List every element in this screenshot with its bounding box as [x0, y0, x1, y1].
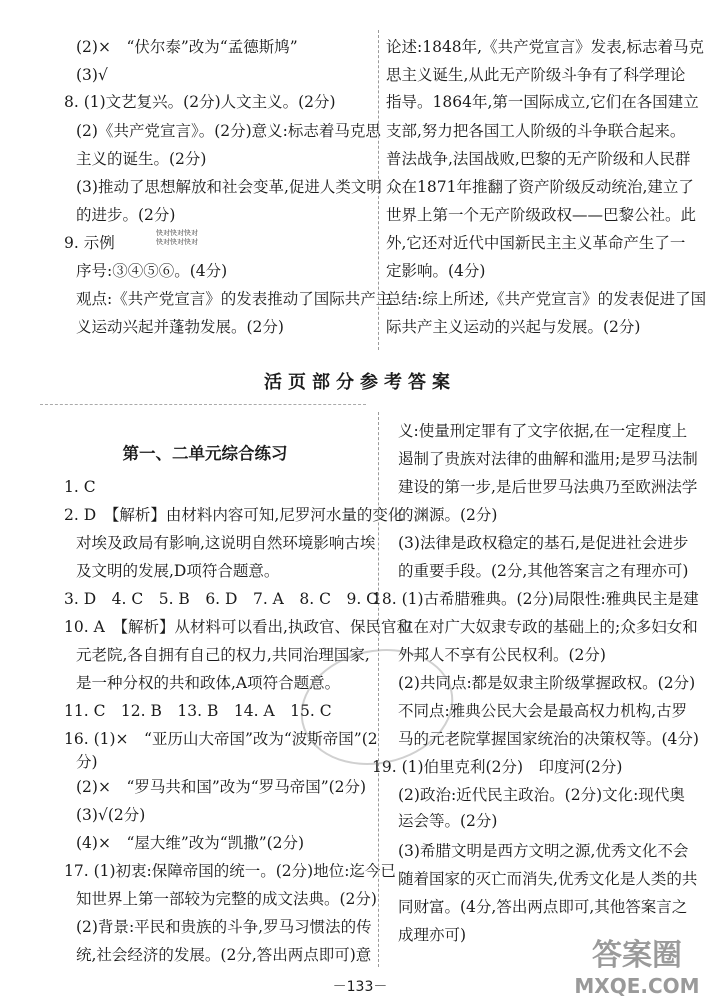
- answer-line: (2)政治:近代民主政治。(2分)文化:现代奥: [398, 786, 685, 804]
- answer-line: 16. (1)× “亚历山大帝国”改为“波斯帝国”(2: [64, 730, 378, 748]
- answer-line: 总结:综上所述,《共产党宣言》的发表促进了国: [386, 290, 707, 308]
- answer-line: 指导。1864年,第一国际成立,它们在各国建立: [386, 93, 699, 111]
- unit-title: 第一、二单元综合练习: [122, 444, 288, 463]
- answer-line: 及文明的发展,D项符合题意。: [76, 562, 280, 580]
- answer-line: 的渊源。(2分): [398, 506, 498, 524]
- tiny-note: 快对快对快对: [156, 238, 198, 246]
- answer-line: 外,它还对近代中国新民主主义革命产生了一: [386, 234, 686, 252]
- answer-line: (2)背景:平民和贵族的斗争,罗马习惯法的传: [76, 918, 372, 936]
- answer-line: 9. 示例: [64, 234, 115, 252]
- brand-url-text: MXQE.COM: [574, 974, 700, 998]
- answer-line: 统,社会经济的发展。(2分,答出两点即可)意: [76, 946, 372, 964]
- bottom-left-column: [64, 0, 412, 970]
- answer-line: 分): [76, 753, 98, 771]
- answer-line: 8. (1)文艺复兴。(2分)人文主义。(2分): [64, 93, 336, 111]
- answer-line: 论述:1848年,《共产党宣言》发表,标志着马克: [386, 38, 705, 56]
- tiny-note: 快对快对快对: [156, 229, 198, 237]
- answer-line: 元老院,各自拥有自己的权力,共同治理国家,: [76, 646, 370, 664]
- answer-line: (2)× “罗马共和国”改为“罗马帝国”(2分): [76, 778, 367, 796]
- answer-line: 同财富。(4分,答出两点即可,其他答案言之: [398, 898, 688, 916]
- answer-line: 不同点:雅典公民大会是最高权力机构,古罗: [398, 702, 688, 720]
- answer-line: 3. D 4. C 5. B 6. D 7. A 8. C 9. C: [64, 590, 379, 608]
- answer-line: 的重要手段。(2分,其他答案言之有理亦可): [398, 562, 689, 580]
- answer-line: 17. (1)初衷:保障帝国的统一。(2分)地位:迄今已: [64, 862, 396, 880]
- answer-line: 马的元老院掌握国家统治的决策权等。(4分): [398, 730, 699, 748]
- answer-line: (3)法律是政权稳定的基石,是促进社会进步: [398, 534, 689, 552]
- answer-line: 众在1871年推翻了资产阶级反动统治,建立了: [386, 178, 694, 196]
- answer-line: 遏制了贵族对法律的曲解和滥用;是罗马法制: [398, 450, 698, 468]
- answer-line: 义运动兴起并蓬勃发展。(2分): [76, 318, 284, 336]
- answer-line: (4)× “屋大维”改为“凯撒”(2分): [76, 834, 305, 852]
- answer-line: 18. (1)古希腊雅典。(2分)局限性:雅典民主是建: [372, 590, 699, 608]
- answer-line: 支部,努力把各国工人阶级的斗争联合起来。: [386, 122, 686, 140]
- answer-line: 际共产主义运动的兴起与发展。(2分): [386, 318, 641, 336]
- answer-line: 知世界上第一部较为完整的成文法典。(2分): [76, 890, 377, 908]
- answer-line: 运会等。(2分): [398, 812, 498, 830]
- answer-line: 普法战争,法国战败,巴黎的无产阶级和人民群: [386, 150, 691, 168]
- answer-line: 10. A 【解析】从材料可以看出,执政官、保民官和: [64, 618, 412, 636]
- answer-line: (3)推动了思想解放和社会变革,促进人类文明: [76, 178, 382, 196]
- answer-line: 观点:《共产党宣言》的发表推动了国际共产主: [76, 290, 392, 308]
- answer-line: 主义的诞生。(2分): [76, 150, 207, 168]
- brand-logo-text: 答案圈: [592, 938, 682, 973]
- page-number: －133－: [332, 979, 388, 995]
- answer-line: 的进步。(2分): [76, 206, 176, 224]
- answer-line: 11. C 12. B 13. B 14. A 15. C: [64, 702, 332, 720]
- answer-line: (2)《共产党宣言》。(2分)意义:标志着马克思: [76, 122, 381, 140]
- answer-line: 义:使量刑定罪有了文字依据,在一定程度上: [398, 422, 688, 440]
- answer-line: (2)× “伏尔泰”改为“孟德斯鸠”: [76, 38, 298, 56]
- answer-line: 成理亦可): [398, 926, 467, 944]
- answer-line: 1. C: [64, 478, 96, 496]
- answer-line: (3)√: [76, 66, 108, 84]
- answer-line: 对埃及政局有影响,这说明自然环境影响古埃: [76, 534, 376, 552]
- answer-line: 19. (1)伯里克利(2分) 印度河(2分): [372, 758, 623, 776]
- answer-line: (3)希腊文明是西方文明之源,优秀文化不会: [398, 842, 689, 860]
- answer-line: 建设的第一步,是后世罗马法典乃至欧洲法学: [398, 478, 698, 496]
- answer-line: 外邦人不享有公民权利。(2分): [398, 646, 606, 664]
- answer-line: (3)√(2分): [76, 806, 146, 824]
- answer-line: 随着国家的灭亡而消失,优秀文化是人类的共: [398, 870, 698, 888]
- answer-line: 序号:③④⑤⑥。(4分): [76, 262, 228, 280]
- answer-line: 是一种分权的共和政体,A项符合题意。: [76, 674, 341, 692]
- answer-line: (2)共同点:都是奴隶主阶级掌握政权。(2分): [398, 674, 696, 692]
- answer-line: 立在对广大奴隶专政的基础上的;众多妇女和: [398, 618, 698, 636]
- answer-line: 2. D 【解析】由材料内容可知,尼罗河水量的变化: [64, 506, 404, 524]
- answer-line: 定影响。(4分): [386, 262, 486, 280]
- section-title: 活页部分参考答案: [264, 372, 456, 393]
- answer-line: 世界上第一个无产阶级政权——巴黎公社。此: [386, 206, 697, 224]
- answer-line: 思主义诞生,从此无产阶级斗争有了科学理论: [386, 66, 686, 84]
- bottom-right-column: [372, 0, 706, 970]
